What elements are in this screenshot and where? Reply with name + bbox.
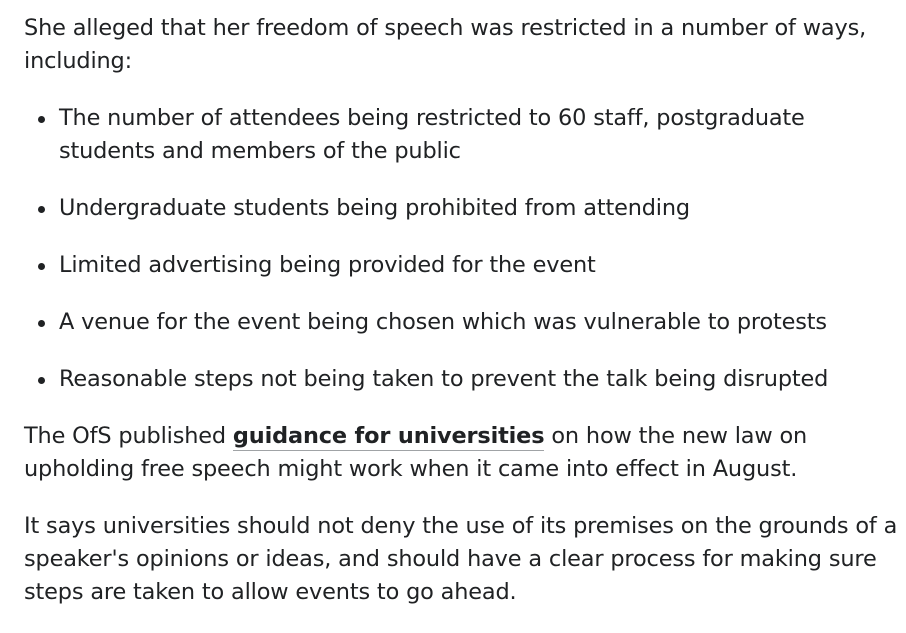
list-item-text: Limited advertising being provided for the event [59,252,596,278]
list-item [24,249,900,282]
bullet-icon [38,263,45,270]
guidance-paragraph [24,420,900,486]
list-item [24,306,900,339]
list-item [24,102,900,168]
intro-paragraph: She alleged that her freedom of speech was restricted in a number of ways, including: [24,15,867,74]
list-item-text: The number of attendees being restricted to 60 staff, postgraduate students and members of the public [59,105,805,164]
guidance-text-before: The OfS published [24,423,233,449]
list-item [24,192,900,225]
bullet-icon [38,320,45,327]
premises-paragraph: It says universities should not deny the use of its premises on the grounds of a speaker's opinions or ideas, and should have a clear process for making sure steps are taken to allow events to go ahead. [24,513,898,605]
bullet-icon [38,116,45,123]
guidance-link[interactable]: guidance for universities [232,423,545,449]
restrictions-list [24,102,900,396]
list-item-text: Undergraduate students being prohibited from attending [59,195,690,221]
article-body [24,12,900,633]
list-item-text: Reasonable steps not being taken to prevent the talk being disrupted [59,366,829,392]
guidance-text-after: on how the new law on upholding free speech might work when it came into effect in August. [24,423,808,482]
bullet-icon [38,377,45,384]
list-item [24,363,900,396]
bullet-icon [38,206,45,213]
list-item-text: A venue for the event being chosen which was vulnerable to protests [59,309,827,335]
